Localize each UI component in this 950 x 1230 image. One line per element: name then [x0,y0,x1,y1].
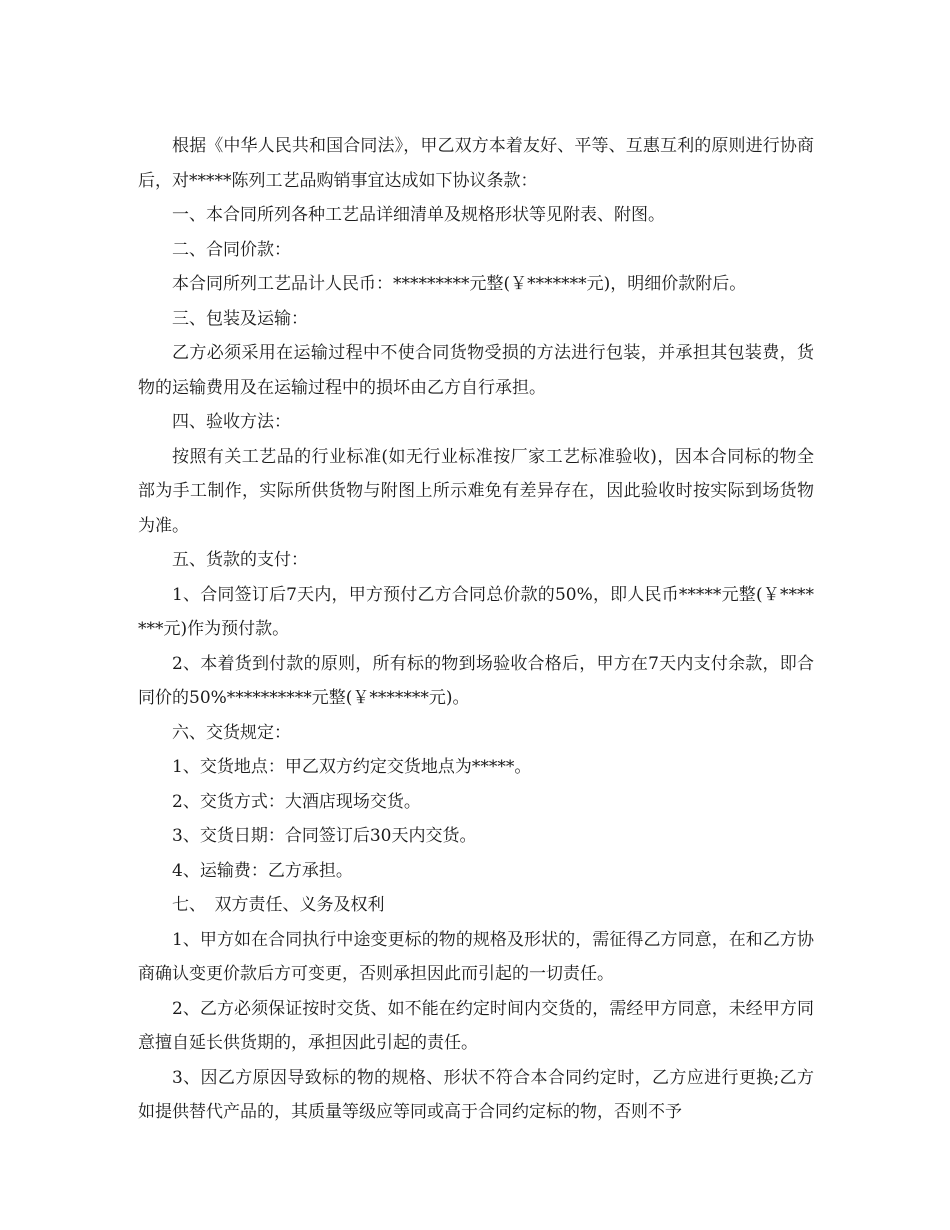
paragraph-payment-2: 2、本着货到付款的原则，所有标的物到场验收合格后，甲方在7天内支付余款，即合同价的50%**********元整(￥*******元)。 [138,653,814,708]
paragraph-responsibility-3: 3、因乙方原因导致标的物的规格、形状不符合本合同约定时，乙方应进行更换;乙方如提供替代产品的，其质量等级应等同或高于合同约定标的物，否则不予 [138,1067,814,1122]
paragraph-responsibility-1: 1、甲方如在合同执行中途变更标的物的规格及形状的，需征得乙方同意，在和乙方协商确认变更价款后方可变更，否则承担因此而引起的一切责任。 [138,929,814,984]
paragraph-responsibility-2: 2、乙方必须保证按时交货、如不能在约定时间内交货的，需经甲方同意，未经甲方同意擅自延长供货期的，承担因此引起的责任。 [138,998,814,1053]
paragraph-acceptance: 按照有关工艺品的行业标准(如无行业标准按厂家工艺标准验收)，因本合同标的物全部为手工制作，实际所供货物与附图上所示难免有差异存在，因此验收时按实际到场货物为准。 [138,446,814,536]
section-heading-price: 二、合同价款： [172,239,291,260]
paragraph-intro: 根据《中华人民共和国合同法》，甲乙双方本着友好、平等、互惠互利的原则进行协商后，对*****陈列工艺品购销事宜达成如下协议条款： [138,136,814,191]
section-heading-acceptance: 四、验收方法： [172,412,291,432]
section-heading-payment: 五、货款的支付： [172,550,308,570]
paragraph-delivery-place: 1、交货地点：甲乙双方约定交货地点为*****。 [172,757,532,777]
paragraph-delivery-date: 3、交货日期：合同签订后30天内交货。 [172,826,477,846]
section-heading-packaging: 三、包装及运输： [172,308,308,329]
document-body [138,129,814,1130]
paragraph-price: 本合同所列工艺品计人民币：*********元整(￥*******元)，明细价款附后。 [172,274,747,294]
paragraph-packaging: 乙方必须采用在运输过程中不使合同货物受损的方法进行包装，并承担其包装费，货物的运输费用及在运输过程中的损坏由乙方自行承担。 [138,343,814,398]
paragraph-delivery-freight: 4、运输费：乙方承担。 [172,860,353,881]
paragraph-payment-1: 1、合同签订后7天内，甲方预付乙方合同总价款的50%，即人民币*****元整(￥*******元)作为预付款。 [138,584,814,639]
clause-1: 一、本合同所列各种工艺品详细清单及规格形状等见附表、附图。 [172,205,665,225]
section-heading-responsibilities: 七、 双方责任、义务及权利 [172,895,385,915]
section-heading-delivery: 六、交货规定： [172,722,291,743]
paragraph-delivery-method: 2、交货方式：大酒店现场交货。 [172,791,421,812]
